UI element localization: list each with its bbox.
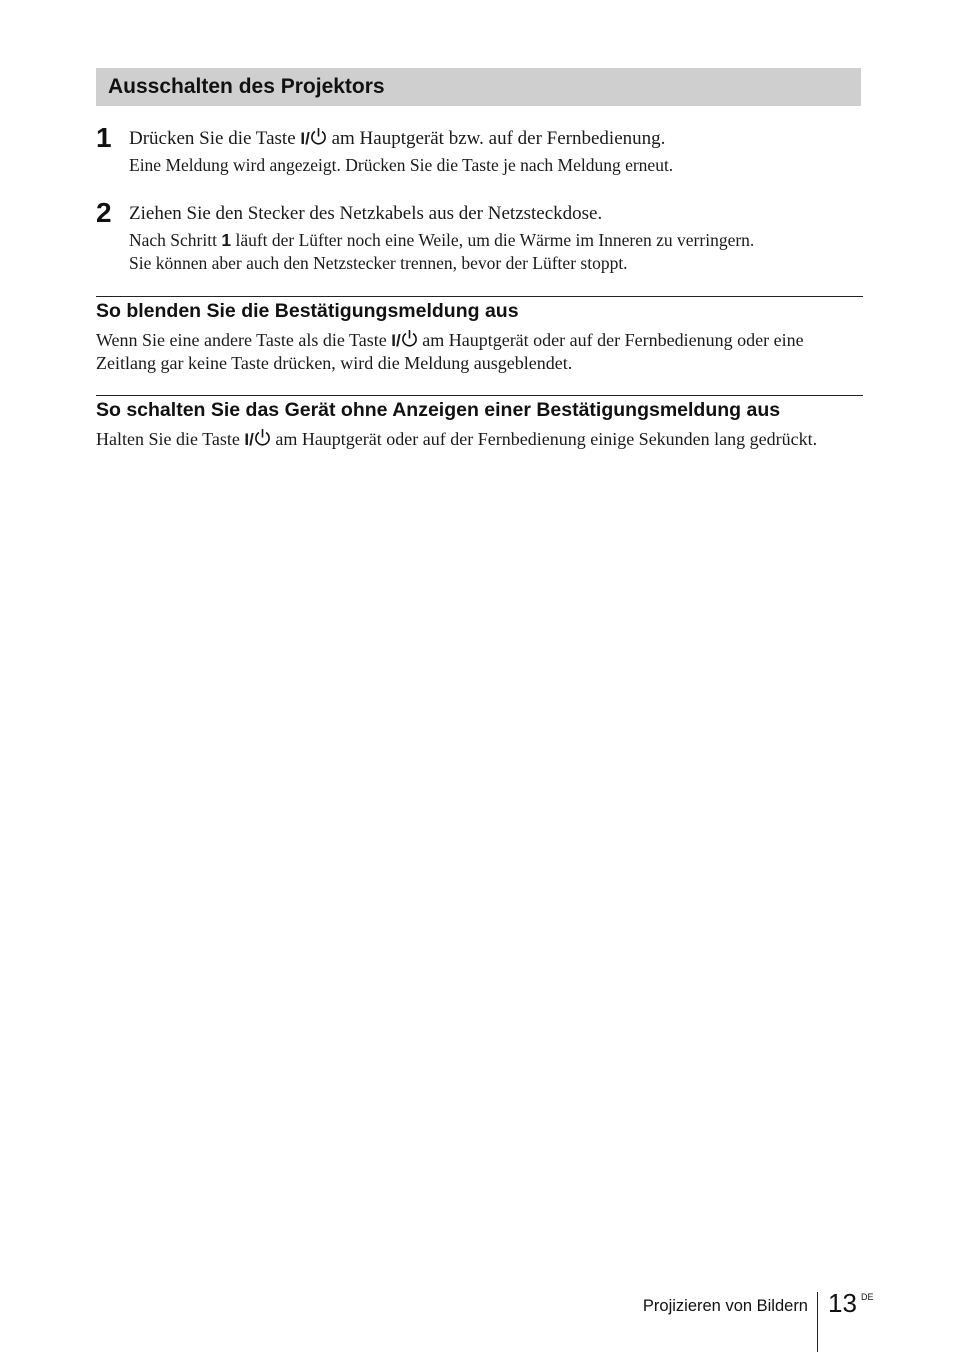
step-number: 1 <box>96 122 112 153</box>
step-reference: 1 <box>221 230 232 250</box>
step-note: Sie können aber auch den Netzstecker trennen, bevor der Lüfter stoppt. <box>129 253 628 273</box>
step-body <box>129 127 869 177</box>
step-instruction: Drücken Sie die Taste I/ am Hauptgerät bzw. auf der Fernbedienung. <box>129 128 666 149</box>
power-key-label: I/ <box>300 129 326 148</box>
step-instruction: Ziehen Sie den Stecker des Netzkabels aus der Netzsteckdose. <box>129 203 603 224</box>
step-body <box>129 202 869 275</box>
power-symbol-icon <box>254 428 271 447</box>
section-title: Ausschalten des Projektors <box>108 75 385 98</box>
tip-power-off-without-confirmation <box>96 395 863 451</box>
tip-text: Halten Sie die Taste I/ am Hauptgerät oder auf der Fernbedienung einige Sekunden lang gedrückt. <box>96 429 818 449</box>
power-key-label: I/ <box>244 430 270 449</box>
power-symbol-icon <box>310 127 327 146</box>
tip-hide-confirmation <box>96 296 863 375</box>
step-number: 2 <box>96 197 112 228</box>
power-symbol-icon <box>401 329 418 348</box>
footer-section-label: Projizieren von Bildern <box>642 1297 808 1315</box>
page-number: 13 <box>828 1288 857 1318</box>
step-note: Nach Schritt 1 läuft der Lüfter noch eine Weile, um die Wärme im Inneren zu verringern. <box>129 230 755 250</box>
tip-heading: So blenden Sie die Bestätigungsmeldung aus <box>96 300 519 322</box>
tip-text: Wenn Sie eine andere Taste als die Taste I/ am Hauptgerät oder auf der Fernbedienung oder eine Zeitlang gar keine Taste drücken, wird die Meldung ausgeblendet. <box>96 330 804 373</box>
page-language-code: DE <box>861 1292 874 1302</box>
step-note: Eine Meldung wird angezeigt. Drücken Sie die Taste je nach Meldung erneut. <box>129 155 674 175</box>
tip-heading: So schalten Sie das Gerät ohne Anzeigen einer Bestätigungsmeldung aus <box>96 399 781 421</box>
footer-divider <box>817 1292 818 1352</box>
power-key-label: I/ <box>391 331 417 350</box>
section-header-bar <box>96 68 861 106</box>
